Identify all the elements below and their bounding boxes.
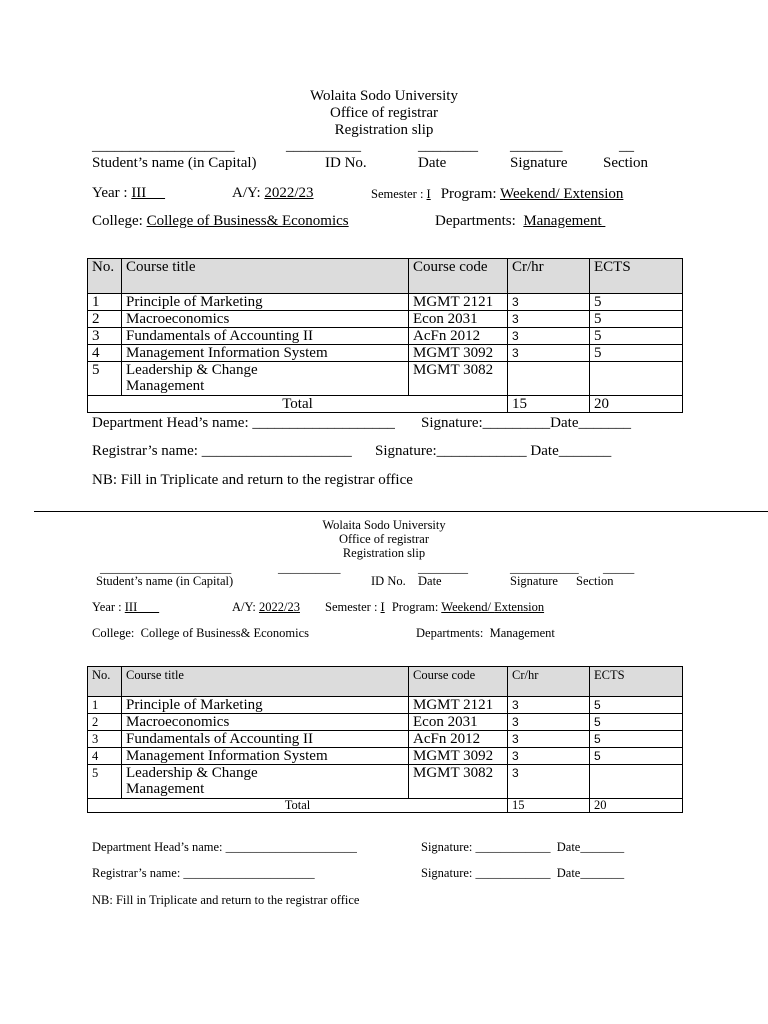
id-blank[interactable]: __________ (278, 561, 341, 575)
id-label: ID No. (325, 155, 367, 171)
college-value[interactable]: College of Business& Economics (146, 213, 349, 229)
row-cr: 3 (508, 697, 590, 714)
header-no: No. (88, 259, 122, 294)
program-label: Program: (440, 186, 501, 202)
registrar-name-field[interactable]: Registrar’s name: ____________________ (92, 443, 352, 459)
semester-label: Semester : (325, 600, 381, 614)
total-label: Total (88, 396, 508, 413)
ay-label: A/Y: (232, 185, 265, 201)
table-row (88, 765, 683, 799)
program-weekend[interactable]: Weekend (441, 600, 488, 614)
header-course-code: Course code (409, 667, 508, 697)
name-blank[interactable]: ___________________ (92, 138, 235, 154)
row-ects: 5 (590, 748, 683, 765)
header-course-title: Course title (122, 667, 409, 697)
header-cr-hr: Cr/hr (508, 259, 590, 294)
date-blank[interactable]: ________ (418, 138, 478, 154)
registrar-name-field[interactable]: Registrar’s name: _____________________ (92, 866, 315, 880)
semester-program-field (371, 185, 623, 203)
row-code: MGMT 3092 (409, 748, 508, 765)
table-row (88, 328, 683, 345)
row-title: Principle of Marketing (122, 697, 409, 714)
header-course-code: Course code (409, 259, 508, 294)
row-ects (590, 765, 683, 799)
slip-title: Registration slip (342, 546, 426, 560)
ay-field (232, 185, 314, 202)
row-no: 3 (88, 731, 122, 748)
row-no: 3 (88, 328, 122, 345)
year-label: Year : (92, 600, 125, 614)
total-ects: 20 (590, 396, 683, 413)
row-cr: 3 (508, 714, 590, 731)
row-cr: 3 (508, 294, 590, 311)
row-no: 2 (88, 714, 122, 731)
date-label: Date (418, 155, 447, 171)
row-no: 5 (88, 765, 122, 799)
university-name: Wolaita Sodo University (310, 88, 458, 104)
row-ects: 5 (590, 714, 683, 731)
registrar-signature-field[interactable]: Signature: ____________ Date_______ (421, 866, 625, 880)
id-blank[interactable]: __________ (286, 138, 361, 154)
header-ects: ECTS (590, 259, 683, 294)
row-cr: 3 (508, 311, 590, 328)
header-ects: ECTS (590, 667, 683, 697)
row-title: Macroeconomics (122, 714, 409, 731)
row-code: Econ 2031 (409, 714, 508, 731)
ay-value[interactable]: 2022/23 (264, 185, 314, 201)
row-cr: 3 (508, 765, 590, 799)
table-header-row (88, 667, 683, 697)
semester-program-field (325, 600, 544, 615)
ay-value[interactable]: 2022/23 (258, 600, 300, 614)
row-cr: 3 (508, 748, 590, 765)
table-row (88, 345, 683, 362)
ay-field (232, 600, 300, 615)
row-title-line2: Management (126, 378, 205, 394)
table-total-row (88, 799, 683, 813)
table-row (88, 748, 683, 765)
row-ects: 5 (590, 731, 683, 748)
table-row (88, 362, 683, 396)
row-ects: 5 (590, 697, 683, 714)
table-header-row (88, 259, 683, 294)
row-ects: 5 (590, 328, 683, 345)
row-title-line1: Leadership & Change (126, 362, 258, 378)
section-label: Section (603, 155, 648, 171)
section-blank[interactable]: _____ (603, 561, 635, 575)
row-title-line2: Management (126, 781, 205, 797)
total-ects: 20 (590, 799, 683, 813)
dept-head-name-field[interactable]: Department Head’s name: ___________________ (92, 415, 395, 431)
registrar-signature-field[interactable]: Signature:____________ Date_______ (375, 443, 612, 459)
date-blank[interactable]: ________ (418, 561, 468, 575)
program-label: Program: (391, 600, 442, 614)
office-name: Office of registrar (329, 105, 438, 121)
office-name: Office of registrar (338, 532, 429, 546)
row-ects: 5 (590, 345, 683, 362)
signature-label: Signature (510, 155, 568, 171)
name-blank[interactable]: _____________________ (100, 561, 232, 575)
header-cr-hr: Cr/hr (508, 667, 590, 697)
row-code: MGMT 3082 (409, 362, 508, 396)
program-separator: / (487, 600, 495, 614)
table-row (88, 311, 683, 328)
row-code: AcFn 2012 (409, 328, 508, 345)
row-no: 1 (88, 697, 122, 714)
row-cr: 3 (508, 731, 590, 748)
id-label: ID No. (371, 574, 406, 588)
table-row (88, 714, 683, 731)
department-label: Departments: (435, 213, 524, 229)
row-no: 4 (88, 345, 122, 362)
section-label: Section (576, 574, 614, 588)
dept-head-name-field[interactable]: Department Head’s name: _____________________ (92, 840, 357, 854)
row-title: Management Information System (122, 345, 409, 362)
slip-divider (34, 511, 768, 512)
row-title (122, 362, 409, 396)
row-cr (508, 362, 590, 396)
program-extension[interactable]: Extension (494, 600, 545, 614)
dept-head-signature-field[interactable]: Signature: ____________ Date_______ (421, 840, 625, 854)
signature-label: Signature (510, 574, 558, 588)
semester-value[interactable]: I (426, 187, 431, 201)
program-extension[interactable]: Extension (563, 186, 624, 202)
student-name-label: Student’s name (in Capital) (92, 155, 257, 171)
program-weekend[interactable]: Weekend (500, 186, 556, 202)
year-field (92, 600, 159, 615)
table-row (88, 697, 683, 714)
row-cr: 3 (508, 345, 590, 362)
row-code: MGMT 2121 (409, 697, 508, 714)
dept-head-signature-field[interactable]: Signature:_________Date_______ (421, 415, 631, 431)
year-field (92, 185, 165, 202)
row-no: 4 (88, 748, 122, 765)
department-field (435, 213, 605, 230)
college-field (92, 213, 349, 230)
signature-blank[interactable]: _______ (510, 138, 563, 154)
row-title (122, 765, 409, 799)
row-title: Fundamentals of Accounting II (122, 731, 409, 748)
course-table (87, 666, 683, 813)
ay-label: A/Y: (232, 600, 259, 614)
row-title: Fundamentals of Accounting II (122, 328, 409, 345)
table-row (88, 294, 683, 311)
student-name-label: Student’s name (in Capital) (96, 574, 234, 588)
nb-note: NB: Fill in Triplicate and return to the registrar office (92, 893, 360, 907)
row-title: Principle of Marketing (122, 294, 409, 311)
row-ects: 5 (590, 311, 683, 328)
row-title-line1: Leadership & Change (126, 765, 258, 781)
college-field[interactable]: College: College of Business& Economics (92, 626, 309, 640)
year-value[interactable]: III (131, 185, 166, 201)
row-code: MGMT 3092 (409, 345, 508, 362)
section-blank[interactable]: __ (619, 138, 634, 154)
row-code: MGMT 3082 (409, 765, 508, 799)
program-separator: / (555, 186, 564, 202)
row-cr: 3 (508, 328, 590, 345)
row-no: 2 (88, 311, 122, 328)
total-label: Total (88, 799, 508, 813)
department-value[interactable]: Management (523, 213, 606, 229)
header-course-title: Course title (122, 259, 409, 294)
table-row (88, 731, 683, 748)
total-cr: 15 (508, 396, 590, 413)
semester-value[interactable]: I (380, 600, 385, 614)
nb-note: NB: Fill in Triplicate and return to the registrar office (92, 472, 413, 488)
row-code: MGMT 2121 (409, 294, 508, 311)
row-ects (590, 362, 683, 396)
college-label: College: (92, 213, 147, 229)
table-total-row (88, 396, 683, 413)
signature-blank[interactable]: ___________ (510, 561, 579, 575)
row-no: 1 (88, 294, 122, 311)
total-cr: 15 (508, 799, 590, 813)
row-code: AcFn 2012 (409, 731, 508, 748)
row-no: 5 (88, 362, 122, 396)
university-name: Wolaita Sodo University (322, 518, 446, 532)
row-title: Management Information System (122, 748, 409, 765)
year-label: Year : (92, 185, 132, 201)
course-table (87, 258, 683, 413)
row-title: Macroeconomics (122, 311, 409, 328)
department-field[interactable]: Departments: Management (416, 626, 555, 640)
date-label: Date (418, 574, 442, 588)
year-value[interactable]: III (124, 600, 160, 614)
row-code: Econ 2031 (409, 311, 508, 328)
header-no: No. (88, 667, 122, 697)
slip-title: Registration slip (334, 122, 434, 138)
semester-label: Semester : (371, 187, 427, 201)
row-ects: 5 (590, 294, 683, 311)
